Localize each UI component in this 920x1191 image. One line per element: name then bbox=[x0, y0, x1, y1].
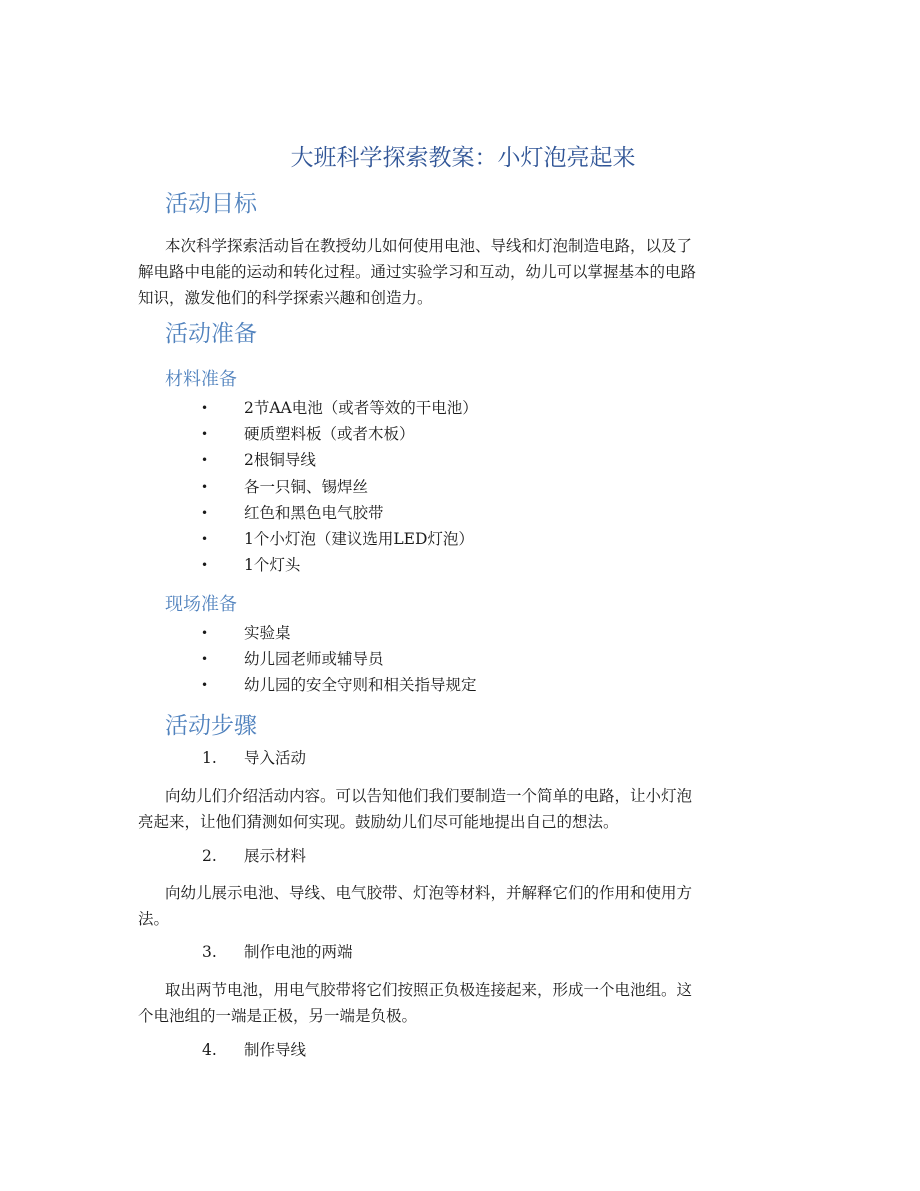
bullet-icon: • bbox=[201, 427, 209, 442]
list-item-text: 幼儿园的安全守则和相关指导规定 bbox=[244, 676, 477, 695]
step-number: 1. bbox=[202, 749, 217, 767]
step-number: 2. bbox=[202, 847, 217, 865]
objective-line-2: 解电路中电能的运动和转化过程。通过实验学习和互动，幼儿可以掌握基本的电路 bbox=[138, 263, 697, 281]
list-item-text: 2节AA电池（或者等效的干电池） bbox=[244, 399, 478, 417]
section-heading-objective: 活动目标 bbox=[165, 191, 257, 217]
list-item-text: 红色和黑色电气胶带 bbox=[244, 503, 384, 522]
step-number: 4. bbox=[202, 1041, 217, 1059]
bullet-icon: • bbox=[201, 505, 209, 520]
bullet-icon: • bbox=[201, 453, 209, 468]
list-item-text: 各一只铜、锡焊丝 bbox=[244, 477, 369, 496]
section-heading-steps: 活动步骤 bbox=[165, 713, 257, 739]
list-item-text: 1个灯头 bbox=[244, 556, 301, 575]
step-2-line-1: 向幼儿展示电池、导线、电气胶带、灯泡等材料，并解释它们的作用和使用方 bbox=[165, 884, 693, 902]
step-title: 制作导线 bbox=[244, 1041, 307, 1059]
bullet-icon: • bbox=[201, 401, 209, 415]
step-3-line-1: 取出两节电池，用电气胶带将它们按照正负极连接起来，形成一个电池组。这 bbox=[165, 981, 693, 999]
step-2-line-2: 法。 bbox=[138, 910, 170, 928]
step-title: 展示材料 bbox=[244, 847, 307, 865]
document-title: 大班科学探索教案：小灯泡亮起来 bbox=[290, 145, 636, 171]
step-title: 导入活动 bbox=[244, 749, 307, 767]
step-1-line-1: 向幼儿们介绍活动内容。可以告知他们我们要制造一个简单的电路，让小灯泡 bbox=[165, 787, 693, 805]
section-heading-preparation: 活动准备 bbox=[165, 321, 257, 347]
list-item-text: 2根铜导线 bbox=[244, 451, 316, 470]
objective-paragraph bbox=[138, 233, 789, 311]
step-1-paragraph bbox=[138, 783, 789, 835]
list-item-text: 硬质塑料板（或者木板） bbox=[244, 425, 415, 444]
objective-line-1: 本次科学探索活动旨在教授幼儿如何使用电池、导线和灯泡制造电路，以及了 bbox=[165, 237, 693, 255]
bullet-icon: • bbox=[201, 558, 209, 573]
step-title: 制作电池的两端 bbox=[244, 943, 353, 961]
list-item-text: 1个小灯泡（建议选用LED灯泡） bbox=[244, 529, 474, 548]
objective-line-3: 知识，激发他们的科学探索兴趣和创造力。 bbox=[138, 289, 433, 307]
step-3-paragraph bbox=[138, 977, 789, 1029]
step-number: 3. bbox=[202, 943, 217, 961]
bullet-icon: • bbox=[201, 531, 209, 546]
step-1-line-2: 亮起来，让他们猜测如何实现。鼓励幼儿们尽可能地提出自己的想法。 bbox=[138, 813, 619, 831]
list-item-text: 幼儿园老师或辅导员 bbox=[244, 650, 384, 669]
subsection-heading-site: 现场准备 bbox=[165, 594, 237, 615]
list-item-text: 实验桌 bbox=[244, 624, 291, 642]
subsection-heading-materials: 材料准备 bbox=[165, 369, 237, 390]
step-2-paragraph bbox=[138, 880, 789, 932]
bullet-icon: • bbox=[201, 626, 209, 640]
bullet-icon: • bbox=[201, 652, 209, 667]
bullet-icon: • bbox=[201, 479, 209, 494]
step-3-line-2: 个电池组的一端是正极，另一端是负极。 bbox=[138, 1007, 418, 1025]
bullet-icon: • bbox=[201, 678, 209, 693]
